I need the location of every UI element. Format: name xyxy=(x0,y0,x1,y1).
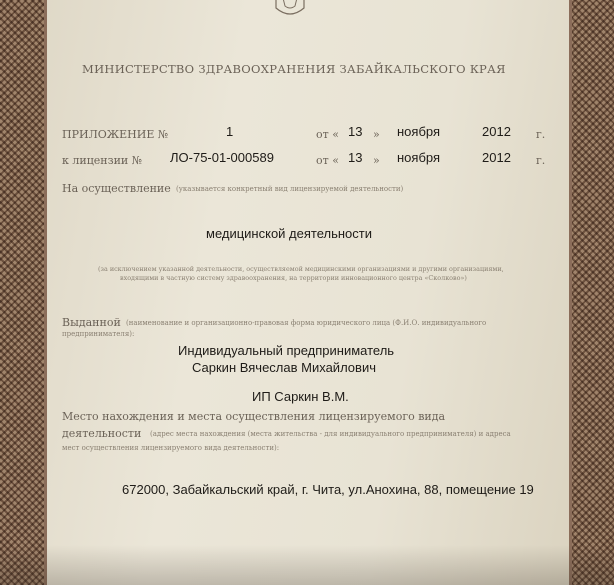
activity-note-line1: (за исключением указанной деятельности, осуществляемой медицинскими организациями и другими организациями, xyxy=(98,265,504,273)
issued-name-line1: Индивидуальный предприниматель xyxy=(178,343,395,358)
appendix-close-quote: » xyxy=(373,128,380,141)
location-hint-line2: мест осуществления лицензируемого вида деятельности): xyxy=(62,444,280,452)
location-label-line2: деятельности xyxy=(62,427,142,440)
location-hint-line1: (адрес места нахождения (места жительства - для индивидуального предпринимателя) и адреса xyxy=(150,430,511,438)
issued-hint-line2: предпринимателя): xyxy=(62,330,135,338)
appendix-year: 2012 xyxy=(482,124,511,139)
left-border-line xyxy=(44,0,47,585)
license-month: ноября xyxy=(397,150,441,165)
appendix-month: ноября xyxy=(397,124,441,139)
location-address: 672000, Забайкальский край, г. Чита, ул.Анохина, 88, помещение 19 xyxy=(122,482,534,497)
license-number: ЛО-75-01-000589 xyxy=(170,150,274,165)
appendix-label: ПРИЛОЖЕНИЕ № xyxy=(62,128,169,141)
location-label-line1: Место нахождения и места осуществления лицензируемого вида xyxy=(62,410,446,423)
coat-of-arms-icon xyxy=(268,0,312,18)
issued-label: Выданной xyxy=(62,316,121,329)
license-day: 13 xyxy=(348,150,363,165)
bottom-shadow xyxy=(0,545,614,585)
license-year: 2012 xyxy=(482,150,511,165)
left-ornamental-border xyxy=(0,0,44,585)
ministry-title: МИНИСТЕРСТВО ЗДРАВООХРАНЕНИЯ ЗАБАЙКАЛЬСКОГО КРАЯ xyxy=(82,62,506,76)
license-from: от « xyxy=(316,154,339,167)
appendix-day: 13 xyxy=(348,124,363,139)
appendix-number: 1 xyxy=(226,124,234,139)
appendix-year-suffix: г. xyxy=(536,128,546,141)
right-border-line xyxy=(569,0,572,585)
license-close-quote: » xyxy=(373,154,380,167)
activity-hint: (указывается конкретный вид лицензируемой деятельности) xyxy=(176,185,404,193)
right-ornamental-border xyxy=(572,0,614,585)
activity-note-line2: входящими в частную систему здравоохранения, на территории инновационного центра «Сколково») xyxy=(120,274,467,282)
issued-name-line2: Саркин Вячеслав Михайлович xyxy=(192,360,376,375)
activity-value: медицинской деятельности xyxy=(206,226,372,241)
issued-short-name: ИП Саркин В.М. xyxy=(252,389,349,404)
license-label: к лицензии № xyxy=(62,154,143,167)
license-year-suffix: г. xyxy=(536,154,546,167)
appendix-from: от « xyxy=(316,128,339,141)
activity-label: На осуществление xyxy=(62,182,171,195)
issued-hint-line1: (наименование и организационно-правовая форма юридического лица (Ф.И.О. индивидуального xyxy=(126,319,487,327)
